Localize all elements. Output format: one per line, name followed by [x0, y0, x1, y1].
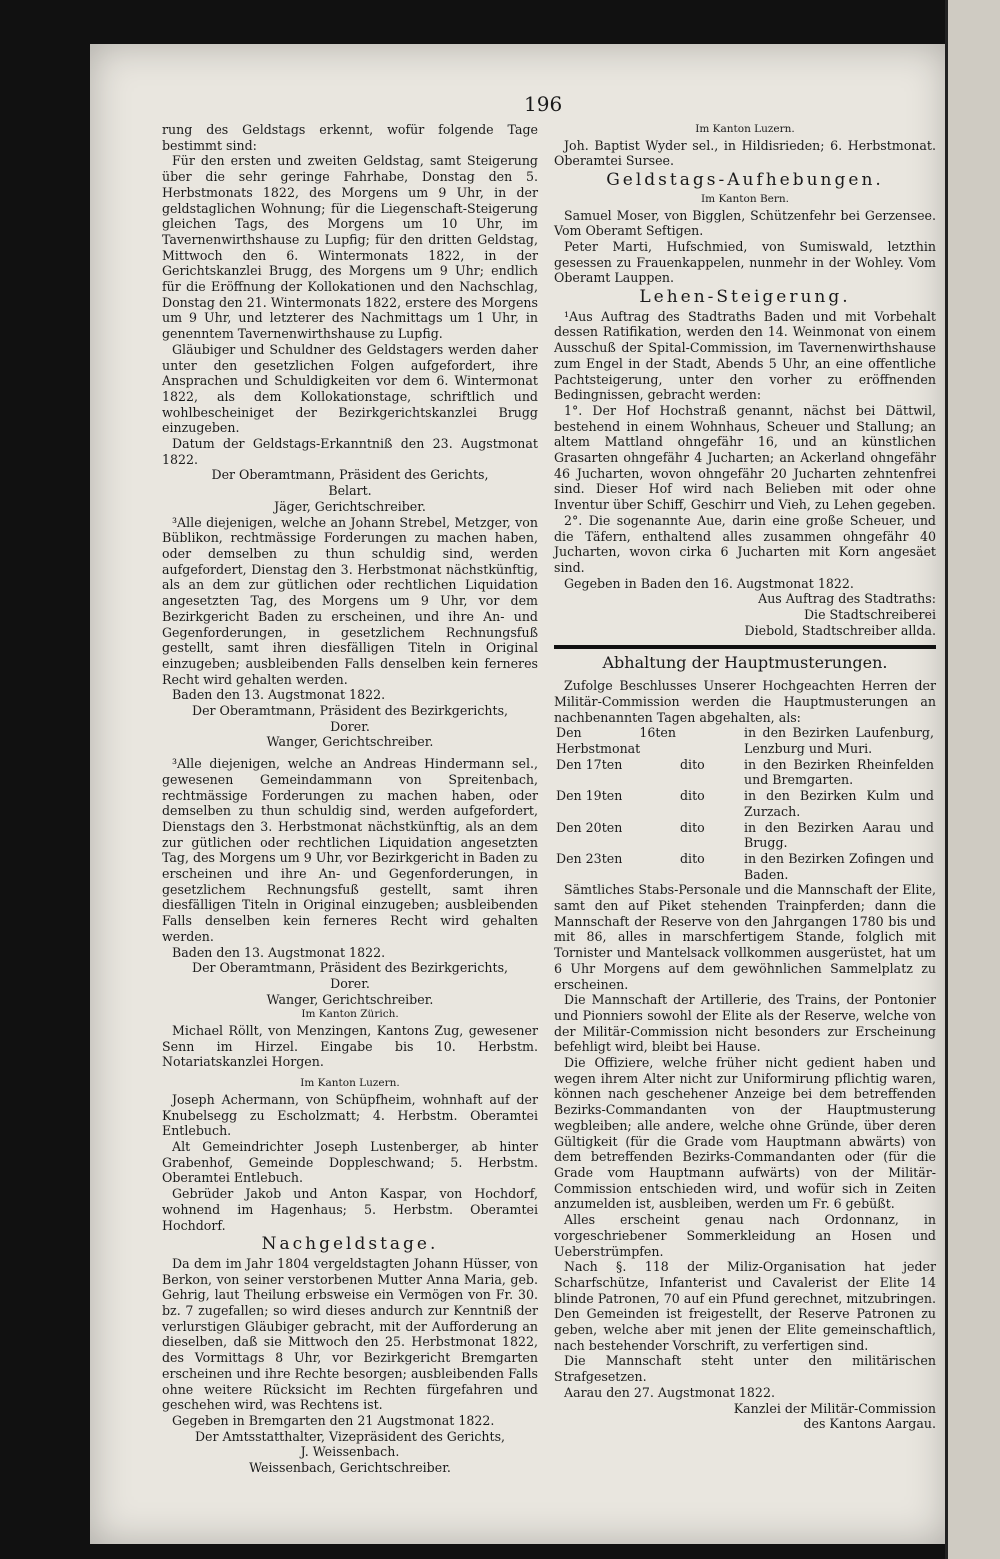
signature-line: Wanger, Gerichtschreiber. [266, 991, 434, 1007]
signature-line: Kanzlei der Militär-Commission [733, 1400, 936, 1416]
schedule-place: in den Bezirken Rheinfelden und Bremgarten. [744, 756, 934, 788]
paragraph: Zufolge Beschlusses Unserer Hochgeachten Herren der Militär-Commission werden die Hauptmusterungen an nachbenannten Tagen abgehalten, als: [554, 678, 936, 725]
section-label: Im Kanton Bern. [701, 192, 789, 205]
paragraph: 1°. Der Hof Hochstraß genannt, nächst bei Dättwil, bestehend in einem Wohnhaus, Scheuer und Stallung; an altem Mattland ohngefähr 16, und an künstlichen Grasarten ohngefähr 4 Jucharten; an Ackerland ohngefähr 46 Jucharten, wovon ohngefähr 20 Jucharten zehntenfrei sind. Dieser Hof wird nach Belieben mit oder ohne Inventur über Schiff, Geschirr und Vieh, zu Lehen gegeben. [554, 402, 936, 513]
section-heading: Abhaltung der Hauptmusterungen. [602, 652, 888, 672]
paragraph: Gegeben in Bremgarten den 21 Augstmonat 1822. [172, 1412, 495, 1428]
signature-line: Wanger, Gerichtschreiber. [266, 734, 434, 750]
section-heading: Lehen-Steigerung. [639, 287, 851, 308]
paragraph: Michael Röllt, von Menzingen, Kantons Zug, gewesener Senn im Hirzel. Eingabe bis 10. Herbstm. Notariatskanzlei Horgen. [162, 1023, 538, 1070]
section-label: Im Kanton Luzern. [695, 123, 795, 135]
schedule-dito: dito [680, 756, 705, 772]
schedule-row [554, 788, 936, 819]
signature-line: des Kantons Aargau. [803, 1416, 936, 1432]
paragraph: ¹Aus Auftrag des Stadtraths Baden und mit Vorbehalt dessen Ratifikation, werden den 14. Weinmonat von einem Ausschuß der Spital-Commission, im Tavernenwirthshause zum Engel in der Stadt, Abends 5 Uhr, an eine offentliche Pachtsteigerung, unter den vorher zu eröffnenden Bedingnissen, gebracht werden: [554, 308, 936, 403]
schedule-day: Den 17ten [556, 756, 623, 772]
left-column [162, 122, 538, 1476]
signature-line: Dorer. [330, 718, 370, 734]
signature-line: Jäger, Gerichtschreiber. [274, 498, 426, 514]
section-heading: Geldstags-Aufhebungen. [606, 170, 884, 191]
schedule-day: Den 16ten Herbstmonat [556, 725, 676, 757]
paragraph: Da dem im Jahr 1804 vergeldstagten Johann Hüsser, von Berkon, von seiner verstorbenen Mutter Anna Maria, geb. Gehrig, laut Theilung erbsweise ein Vermögen von Fr. 30. bz. 7 zugefallen; so wird dieses andurch zur Kenntniß der verlurstigen Gläubiger gebracht, mit der Aufforderung an dieselben, daß sie Mittwoch den 25. Herbstmonat 1822, des Vormittags 8 Uhr, vor Bezirkgericht Bremgarten erscheinen und ihre Rechte besorgen; ausbleibenden Falls ohne weitere Rücksicht im Rechten fürgefahren und geschehen wird, was Rechtens ist. [162, 1255, 538, 1413]
paragraph: Für den ersten und zweiten Geldstag, samt Steigerung über die sehr geringe Fahrhabe, Donstag den 5. Herbstmonats 1822, des Morgens um 9 Uhr, in der geldstaglichen Wohnung; für die Liegenschaft-Steigerung gleichen Tags, des Morgens um 10 Uhr, im Tavernenwirthshause zu Lupfig; für den dritten Geldstag, Mittwoch den 6. Wintermonats 1822, in der Gerichtskanzlei Brugg, des Morgens um 9 Uhr; endlich für die Eröffnung der Kollokationen und den Nachschlag, Donstag den 21. Wintermonats 1822, erstere des Morgens um 9 Uhr, und letzterer des Nachmittags um 1 Uhr, in genenntem Tavernenwirthshause zu Lupfig. [162, 153, 538, 342]
schedule-day: Den 19ten [556, 788, 623, 804]
paragraph: 2°. Die sogenannte Aue, darin eine große Scheuer, und die Täfern, enthaltend alles zusammen ohngefähr 40 Jucharten, wovon cirka 6 Jucharten mit Korn angesäet sind. [554, 512, 936, 575]
schedule-row [554, 757, 936, 788]
schedule-place: in den Bezirken Zofingen und Baden. [744, 850, 934, 882]
page-number: 196 [524, 92, 563, 116]
paragraph: Sämtliches Stabs-Personale und die Mannschaft der Elite, samt den auf Piket stehenden Trainpferden; dann die Mannschaft der Reserve von den Jahrgangen 1780 bis und mit 86, alles in marschfertigem Stande, folglich mit Tornister und Mantelsack vollkommen ausgerüstet, hat um 6 Uhr Morgens auf dem gewöhnlichen Sammelplatz zu erscheinen. [554, 882, 936, 992]
paragraph: Aarau den 27. Augstmonat 1822. [564, 1384, 775, 1400]
signature-line: Die Stadtschreiberei [803, 607, 936, 623]
schedule-day: Den 23ten [556, 850, 623, 866]
signature-line: Aus Auftrag des Stadtraths: [758, 591, 936, 607]
right-column [554, 122, 936, 1432]
paragraph: Joh. Baptist Wyder sel., in Hildisrieden; 6. Herbstmonat. Oberamtei Sursee. [554, 137, 936, 169]
signature-line: Dorer. [330, 975, 370, 991]
newspaper-page [90, 44, 948, 1544]
schedule-dito [678, 725, 742, 756]
paragraph: Gegeben in Baden den 16. Augstmonat 1822. [564, 575, 854, 591]
schedule-row [554, 851, 936, 882]
section-label: Im Kanton Luzern. [300, 1077, 400, 1090]
paragraph: rung des Geldstags erkennt, wofür folgende Tage bestimmt sind: [162, 122, 538, 153]
signature-line: Der Oberamtmann, Präsident des Gerichts, [211, 467, 489, 483]
paragraph: Samuel Moser, von Bigglen, Schützenfehr bei Gerzensee. Vom Oberamt Seftigen. [554, 207, 936, 239]
paragraph: Joseph Achermann, von Schüpfheim, wohnhaft auf der Knubelsegg zu Escholzmatt; 4. Herbstm. Oberamtei Entlebuch. [162, 1091, 538, 1139]
schedule-place: in den Bezirken Aarau und Brugg. [744, 819, 934, 851]
paragraph: ³Alle diejenigen, welche an Andreas Hindermann sel., gewesenen Gemeindammann von Spreitenbach, rechtmässige Forderungen zu machen haben, oder demselben zu thun schuldig sind, werden aufgefordert, Dienstags den 3. Herbstmonat nächstkünftig, als an dem zur gütlichen oder rechtlichen Liquidation angesetzten Tag, des Morgens um 9 Uhr, vor Bezirkgericht in Baden zu erscheinen und ihre An- und Gegenforderungen, in gesetzlichem Rechnungsfuß gestellt, samt ihren diesfälligen Titeln in Original einzugeben; ausbleibenden Falls denselben kein ferneres Recht wird gehalten werden. [162, 756, 538, 944]
schedule-place: in den Bezirken Kulm und Zurzach. [744, 788, 934, 819]
signature-line: Weissenbach, Gerichtschreiber. [249, 1460, 451, 1476]
schedule-place: in den Bezirken Laufenburg, Lenzburg und Muri. [744, 725, 934, 757]
paragraph: ³Alle diejenigen, welche an Johann Strebel, Metzger, von Büblikon, rechtmässige Forderungen zu machen haben, oder demselben zu thun schuldig sind, werden aufgefordert, Dienstag den 3. Herbstmonat nächstkünftig, als an dem zur gütlichen oder rechtlichen Liquidation angesetzten Tag, des Morgens um 9 Uhr, vor dem Bezirkgericht Baden zu erscheinen, und ihre An- und Gegenforderungen, in gesetzlichem Rechnungsfuß gestellt, samt ihren diesfälligen Titeln in Original einzugeben; ausbleibenden Falls denselben kein ferneres Recht wird gehalten werden. [162, 514, 538, 687]
schedule-dito: dito [680, 788, 705, 804]
paragraph: Die Mannschaft der Artillerie, des Trains, der Pontonier und Pionniers sowohl der Elite als der Reserve, welche von der Militär-Commission nicht besonders zur Erscheinung befehligt wird, bleibt bei Hause. [554, 992, 936, 1055]
paragraph: Gläubiger und Schuldner des Geldstagers werden daher unter den gesetzlichen Folgen aufgefordert, ihre Ansprachen und Schuldigkeiten vor dem 6. Wintermonat 1822, als dem Kollokationstage, schriftlich und wohlbescheiniget der Bezirkgerichtskanzlei Brugg einzugeben. [162, 341, 538, 436]
signature-line: J. Weissenbach. [300, 1444, 400, 1460]
paragraph: Nach §. 118 der Miliz-Organisation hat jeder Scharfschütze, Infanterist und Cavalerist der Elite 14 blinde Patronen, 70 auf ein Pfund gerechnet, mitzubringen. Den Gemeinden ist freigestellt, der Reserve Patronen zu geben, welche aber mit jenen der Elite gemeinschaftlich, nach bestehender Vorschrift, zu verfertigen sind. [554, 1259, 936, 1353]
schedule-dito: dito [680, 819, 705, 835]
facing-page-edge [945, 0, 1000, 1559]
paragraph: Peter Marti, Hufschmied, von Sumiswald, letzthin gesessen zu Frauenkappelen, nunmehr in der Wohley. Vom Oberamt Lauppen. [554, 238, 936, 286]
schedule-row [554, 820, 936, 851]
paragraph: Die Offiziere, welche früher nicht gedient haben und wegen ihrem Alter nicht zur Uniformirung pflichtig waren, können nach geschehener Anzeige bei dem betreffenden Bezirks-Commandanten von der Hauptmusterung wegbleiben; alle andere, welche ohne Gründe, über deren Gültigkeit (für die Grade vom Hauptmann abwärts) von dem betreffenden Bezirks-Commandanten oder (für die Grade vom Hauptmann aufwärts) von der Militär-Commission entschieden wird, und wofür sich in Zeiten anzumelden ist, ausbleiben, werden um Fr. 6 gebüßt. [554, 1055, 936, 1212]
signature-line: Der Oberamtmann, Präsident des Bezirkgerichts, [191, 960, 509, 976]
section-label: Im Kanton Zürich. [301, 1008, 399, 1021]
paragraph: Baden den 13. Augstmonat 1822. [172, 944, 386, 960]
signature-line: Diebold, Stadtschreiber allda. [744, 622, 936, 638]
signature-line: Der Oberamtmann, Präsident des Bezirkgerichts, [191, 703, 509, 719]
schedule-day: Den 20ten [556, 819, 623, 835]
section-heading: Nachgeldstage. [261, 1234, 439, 1255]
signature-line: Belart. [328, 483, 372, 499]
paragraph: Die Mannschaft steht unter den militärischen Strafgesetzen. [554, 1353, 936, 1385]
paragraph: Gebrüder Jakob und Anton Kaspar, von Hochdorf, wohnend im Hagenhaus; 5. Herbstm. Oberamtei Hochdorf. [162, 1186, 538, 1233]
paragraph: Datum der Geldstags-Erkanntniß den 23. Augstmonat 1822. [162, 436, 538, 467]
paragraph: Baden den 13. Augstmonat 1822. [172, 687, 386, 703]
signature-line: Der Amtsstatthalter, Vizepräsident des Gerichts, [194, 1428, 506, 1444]
paragraph: Alt Gemeindrichter Joseph Lustenberger, ab hinter Grabenhof, Gemeinde Doppleschwand; 5. Herbstm. Oberamtei Entlebuch. [162, 1139, 538, 1186]
paragraph: Alles erscheint genau nach Ordonnanz, in vorgeschriebener Sommerkleidung an Hosen und Ueberstrümpfen. [554, 1212, 936, 1259]
muster-schedule [554, 725, 936, 882]
divider [554, 645, 936, 649]
schedule-dito: dito [680, 850, 705, 866]
schedule-row [554, 725, 936, 756]
